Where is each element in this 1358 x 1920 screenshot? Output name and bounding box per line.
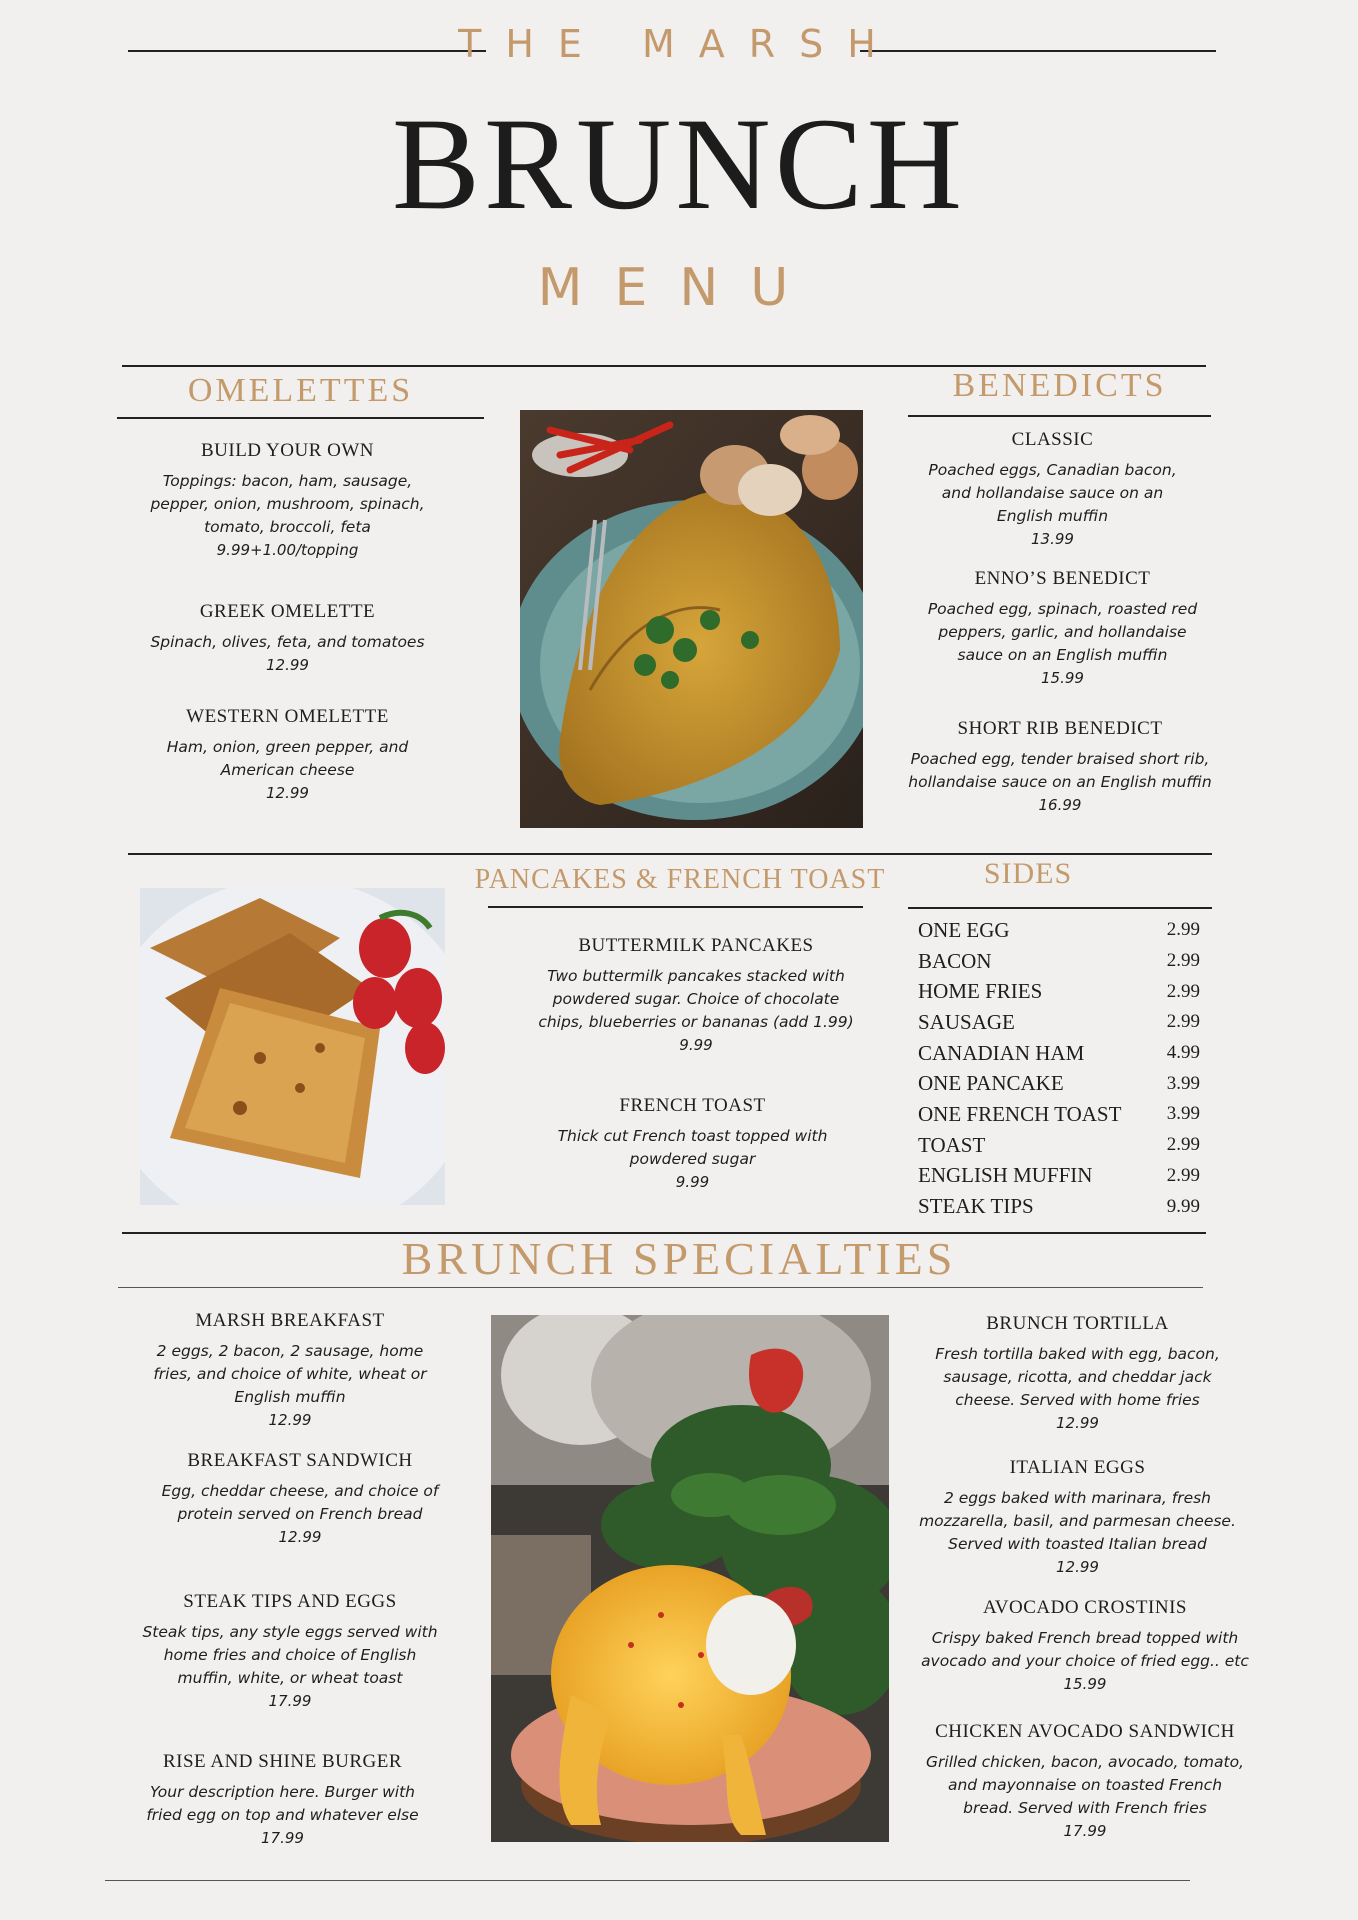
list-item [918, 1099, 1200, 1130]
list-item [918, 1038, 1200, 1069]
item-description: Crispy baked French bread topped with avocado and your choice of fried egg.. etc [921, 1629, 1249, 1670]
menu-item [920, 568, 1205, 689]
item-name: RISE AND SHINE BURGER [162, 1751, 403, 1772]
item-name: ITALIAN EGGS [1009, 1457, 1146, 1478]
item-price: 12.99 [266, 656, 309, 674]
item-price: 16.99 [1038, 796, 1082, 814]
item-description: Steak tips, any style eggs served with home fries and choice of English muffin, white, or wheat toast [142, 1623, 438, 1687]
menu-item [140, 601, 435, 676]
side-name: ONE FRENCH TOAST [918, 1101, 1122, 1126]
list-item [918, 1007, 1200, 1038]
item-description: Toppings: bacon, ham, sausage, pepper, onion, mushroom, spinach, tomato, broccoli, feta [150, 472, 425, 536]
item-name: CHICKEN AVOCADO SANDWICH [935, 1721, 1235, 1742]
list-item [918, 1161, 1200, 1192]
menu-item [150, 1450, 450, 1548]
side-price: 2.99 [1166, 1134, 1200, 1156]
item-price: 17.99 [268, 1692, 312, 1710]
menu-item [925, 1721, 1245, 1842]
item-price: 12.99 [268, 1411, 312, 1429]
omelettes-heading: OMELETTES [187, 372, 414, 409]
side-name: SAUSAGE [918, 1009, 1015, 1034]
specialties-heading: BRUNCH SPECIALTIES [401, 1233, 957, 1284]
item-description: Poached egg, tender braised short rib, hollandaise sauce on an English muffin [908, 750, 1212, 791]
item-description: Two buttermilk pancakes stacked with powdered sugar. Choice of chocolate chips, blueberries or bananas (add 1.99) [538, 967, 854, 1031]
pancakes-underline [488, 906, 863, 908]
menu-item [915, 1597, 1255, 1695]
item-description: Poached egg, spinach, roasted red peppers, garlic, and hollandaise sauce on an English muffin [927, 600, 1198, 664]
specialties-underline [118, 1287, 1203, 1288]
side-price: 2.99 [1166, 1011, 1200, 1033]
menu-item [905, 718, 1215, 816]
item-price: 12.99 [266, 784, 309, 802]
benedicts-underline [908, 415, 1211, 417]
item-price: 17.99 [1063, 1822, 1107, 1840]
restaurant-name: THE MARSH [458, 22, 900, 66]
section-rule-middle [128, 853, 1212, 855]
list-item [918, 1068, 1200, 1099]
item-price: 12.99 [278, 1528, 322, 1546]
item-price: 17.99 [261, 1829, 304, 1847]
side-price: 2.99 [1166, 1164, 1200, 1186]
item-price: 15.99 [1041, 669, 1084, 687]
item-description: Spinach, olives, feta, and tomatoes [150, 633, 425, 651]
side-name: TOAST [918, 1132, 986, 1157]
side-price: 4.99 [1166, 1042, 1200, 1064]
item-name: STEAK TIPS AND EGGS [183, 1591, 397, 1612]
footer-rule [105, 1880, 1190, 1881]
pancakes-heading: PANCAKES & FRENCH TOAST [474, 864, 886, 895]
item-name: WESTERN OMELETTE [186, 706, 389, 727]
eggs-benedict-photo [491, 1315, 889, 1842]
menu-item [535, 935, 857, 1056]
list-item [918, 915, 1200, 946]
menu-item [915, 1457, 1240, 1578]
list-item [918, 946, 1200, 977]
item-description: Egg, cheddar cheese, and choice of protein served on French bread [161, 1482, 439, 1523]
side-price: 3.99 [1166, 1072, 1200, 1094]
side-price: 2.99 [1166, 950, 1200, 972]
item-description: 2 eggs, 2 bacon, 2 sausage, home fries, and choice of white, wheat or English muffin [153, 1342, 427, 1406]
sides-heading: SIDES [983, 857, 1073, 890]
item-price: 15.99 [1063, 1675, 1107, 1693]
sides-list [918, 915, 1200, 1222]
item-description: Fresh tortilla baked with egg, bacon, sausage, ricotta, and cheddar jack cheese. Served with home fries [935, 1345, 1220, 1409]
menu-item [150, 706, 425, 804]
side-name: STEAK TIPS [918, 1194, 1034, 1219]
sides-underline [908, 907, 1212, 909]
item-description: 2 eggs baked with marinara, fresh mozzarella, basil, and parmesan cheese. Served with toasted Italian bread [919, 1489, 1236, 1553]
menu-title: BRUNCH [391, 90, 967, 237]
item-description: Poached eggs, Canadian bacon, and hollandaise sauce on an English muffin [928, 461, 1177, 525]
menu-subtitle: MENU [537, 258, 821, 318]
item-price: 9.99+1.00/topping [216, 541, 359, 559]
item-description: Your description here. Burger with fried egg on top and whatever else [146, 1783, 419, 1824]
list-item [918, 976, 1200, 1007]
side-name: ENGLISH MUFFIN [918, 1163, 1093, 1188]
side-price: 2.99 [1166, 980, 1200, 1002]
item-description: Ham, onion, green pepper, and American cheese [166, 738, 409, 779]
menu-item [140, 1751, 425, 1849]
item-name: SHORT RIB BENEDICT [957, 718, 1163, 739]
item-name: BUILD YOUR OWN [200, 440, 375, 461]
menu-item [140, 440, 435, 561]
menu-item [140, 1591, 440, 1712]
benedicts-heading: BENEDICTS [952, 367, 1167, 404]
item-price: 12.99 [1056, 1414, 1099, 1432]
side-price: 2.99 [1166, 919, 1200, 941]
menu-item [925, 1313, 1230, 1434]
side-name: CANADIAN HAM [918, 1040, 1085, 1065]
item-name: MARSH BREAKFAST [195, 1310, 385, 1331]
list-item [918, 1130, 1200, 1161]
side-name: ONE EGG [918, 917, 1010, 942]
side-name: HOME FRIES [918, 979, 1043, 1004]
side-price: 9.99 [1166, 1195, 1200, 1217]
menu-item [150, 1310, 430, 1431]
item-name: BRUNCH TORTILLA [986, 1313, 1169, 1334]
item-description: Grilled chicken, bacon, avocado, tomato, and mayonnaise on toasted French bread. Served with French fries [926, 1753, 1244, 1817]
french-toast-photo [140, 888, 445, 1205]
omelette-photo [520, 410, 863, 828]
item-name: CLASSIC [1011, 429, 1094, 450]
item-name: GREEK OMELETTE [199, 601, 376, 622]
item-price: 13.99 [1031, 530, 1074, 548]
item-price: 12.99 [1056, 1558, 1099, 1576]
item-name: BUTTERMILK PANCAKES [578, 935, 814, 956]
item-name: ENNO’S BENEDICT [974, 568, 1151, 589]
side-name: BACON [918, 948, 992, 973]
item-price: 9.99 [679, 1036, 713, 1054]
item-name: AVOCADO CROSTINIS [983, 1597, 1187, 1618]
menu-item [545, 1095, 840, 1193]
menu-item [915, 429, 1190, 550]
omelettes-underline [117, 417, 484, 419]
list-item [918, 1191, 1200, 1222]
side-price: 3.99 [1166, 1103, 1200, 1125]
item-description: Thick cut French toast topped with powdered sugar [557, 1127, 828, 1168]
item-name: BREAKFAST SANDWICH [187, 1450, 413, 1471]
side-name: ONE PANCAKE [918, 1071, 1064, 1096]
item-price: 9.99 [675, 1173, 710, 1191]
item-name: FRENCH TOAST [619, 1095, 766, 1116]
